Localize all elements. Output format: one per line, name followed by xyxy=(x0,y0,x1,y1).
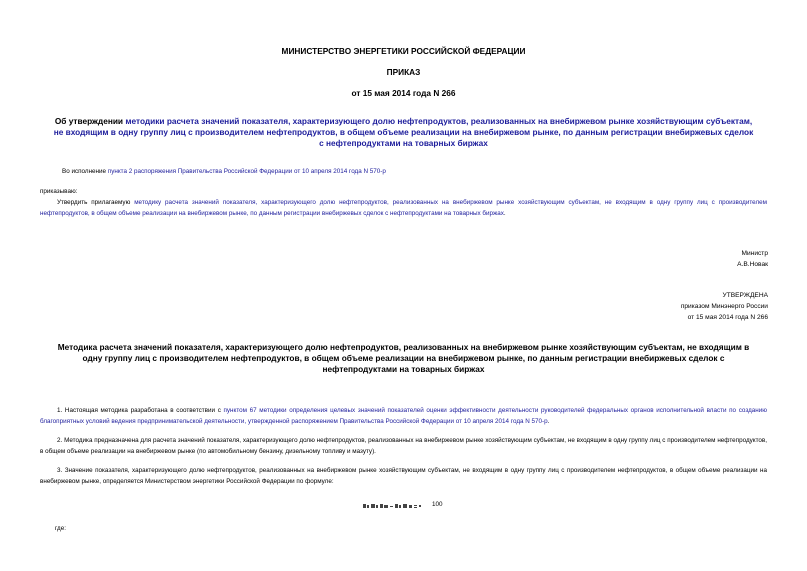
preamble-prefix: Во исполнение xyxy=(62,168,108,175)
paragraph-3: 3. Значение показателя, характеризующего долю нефтепродуктов, реализованных на внебиржевом рынке хозяйствующим субъектам, не входящим в одну группу лиц с производителем нефтепродуктов, в общем объеме реализации на внебиржевом рынке, определяется Министерством энергетики Российской Федерации по формуле: xyxy=(40,467,767,485)
ministry-heading: МИНИСТЕРСТВО ЭНЕРГЕТИКИ РОССИЙСКОЙ ФЕДЕРАЦИИ xyxy=(281,46,526,56)
order-text-prefix: Утвердить прилагаемую xyxy=(57,199,135,206)
order-label: приказываю: xyxy=(40,188,78,195)
paragraph-2: 2. Методика предназначена для расчета значений показателя, характеризующего долю нефтепродуктов, реализованных на внебиржевом рынке хозяйствующим субъектам, не входящим в одну группу лиц с производителем нефтепродуктов, в общем объеме реализации на внебиржевом рынке (по автомобильному бензину, дизельному топливу и мазуту). xyxy=(40,437,767,455)
methodology-title: Методика расчета значений показателя, характеризующего долю нефтепродуктов, реализованных на внебиржевом рынке хозяйствующим субъектам, не входящим в одну группу лиц с производителем нефтепродуктов, в общем объеме реализации на внебиржевом рынке, по данным регистрации внебиржевых сделок с нефтепродуктами на товарных биржах xyxy=(57,342,750,374)
order-text-link[interactable]: методику расчета значений показателя, характеризующего долю нефтепродуктов, реализованных на внебиржевом рынке хозяйствующим субъектам, не входящим в одну группу лиц с производителем нефтепродуктов, в общем объеме реализации на внебиржевом рынке, по данным регистрации внебиржевых сделок с нефтепродуктами на товарных биржах xyxy=(40,199,767,217)
formula-image xyxy=(362,502,426,510)
preamble xyxy=(62,166,762,177)
signature-name: А.В.Новак xyxy=(737,261,768,268)
order-title-link[interactable]: методики расчета значений показателя, характеризующего долю нефтепродуктов, реализованных на внебиржевом рынке хозяйствующим субъектам, не входящим в одну группу лиц с производителем нефтепродуктов, в общем объеме реализации на внебиржевом рынке, по данным регистрации внебиржевых сделок с нефтепродуктами на товарных биржах xyxy=(53,116,754,148)
paragraph-1-suffix: . xyxy=(547,418,550,425)
order-text xyxy=(40,197,767,219)
formula-multiplier: 100 xyxy=(432,501,443,508)
where-label: где: xyxy=(55,525,66,532)
doc-type-heading: ПРИКАЗ xyxy=(386,67,421,77)
approval-order: приказом Минэнерго России xyxy=(680,303,768,310)
preamble-link[interactable]: пункта 2 распоряжения Правительства Российской Федерации от 10 апреля 2014 года N 570-р xyxy=(107,168,386,175)
paragraph-1 xyxy=(40,405,767,427)
signature-position: Министр xyxy=(741,250,768,257)
approval-date: от 15 мая 2014 года N 266 xyxy=(687,314,768,321)
order-text-suffix: . xyxy=(503,210,506,217)
order-title xyxy=(52,116,755,149)
doc-date: от 15 мая 2014 года N 266 xyxy=(351,88,456,98)
paragraph-1-link[interactable]: пунктом 67 методики определения целевых значений показателей оценки эффективности деятельности руководителей федеральных органов исполнительной власти по созданию благоприятных условий ведения предпринимательской деятельности, утвержденной распоряжением Правительства Российской Федерации от 10 апреля 2014 года N 570-р xyxy=(40,407,767,425)
order-title-prefix: Об утверждении xyxy=(54,116,126,126)
approval-label: УТВЕРЖДЕНА xyxy=(722,292,768,299)
paragraph-1-prefix: 1. Настоящая методика разработана в соответствии с xyxy=(57,407,224,414)
